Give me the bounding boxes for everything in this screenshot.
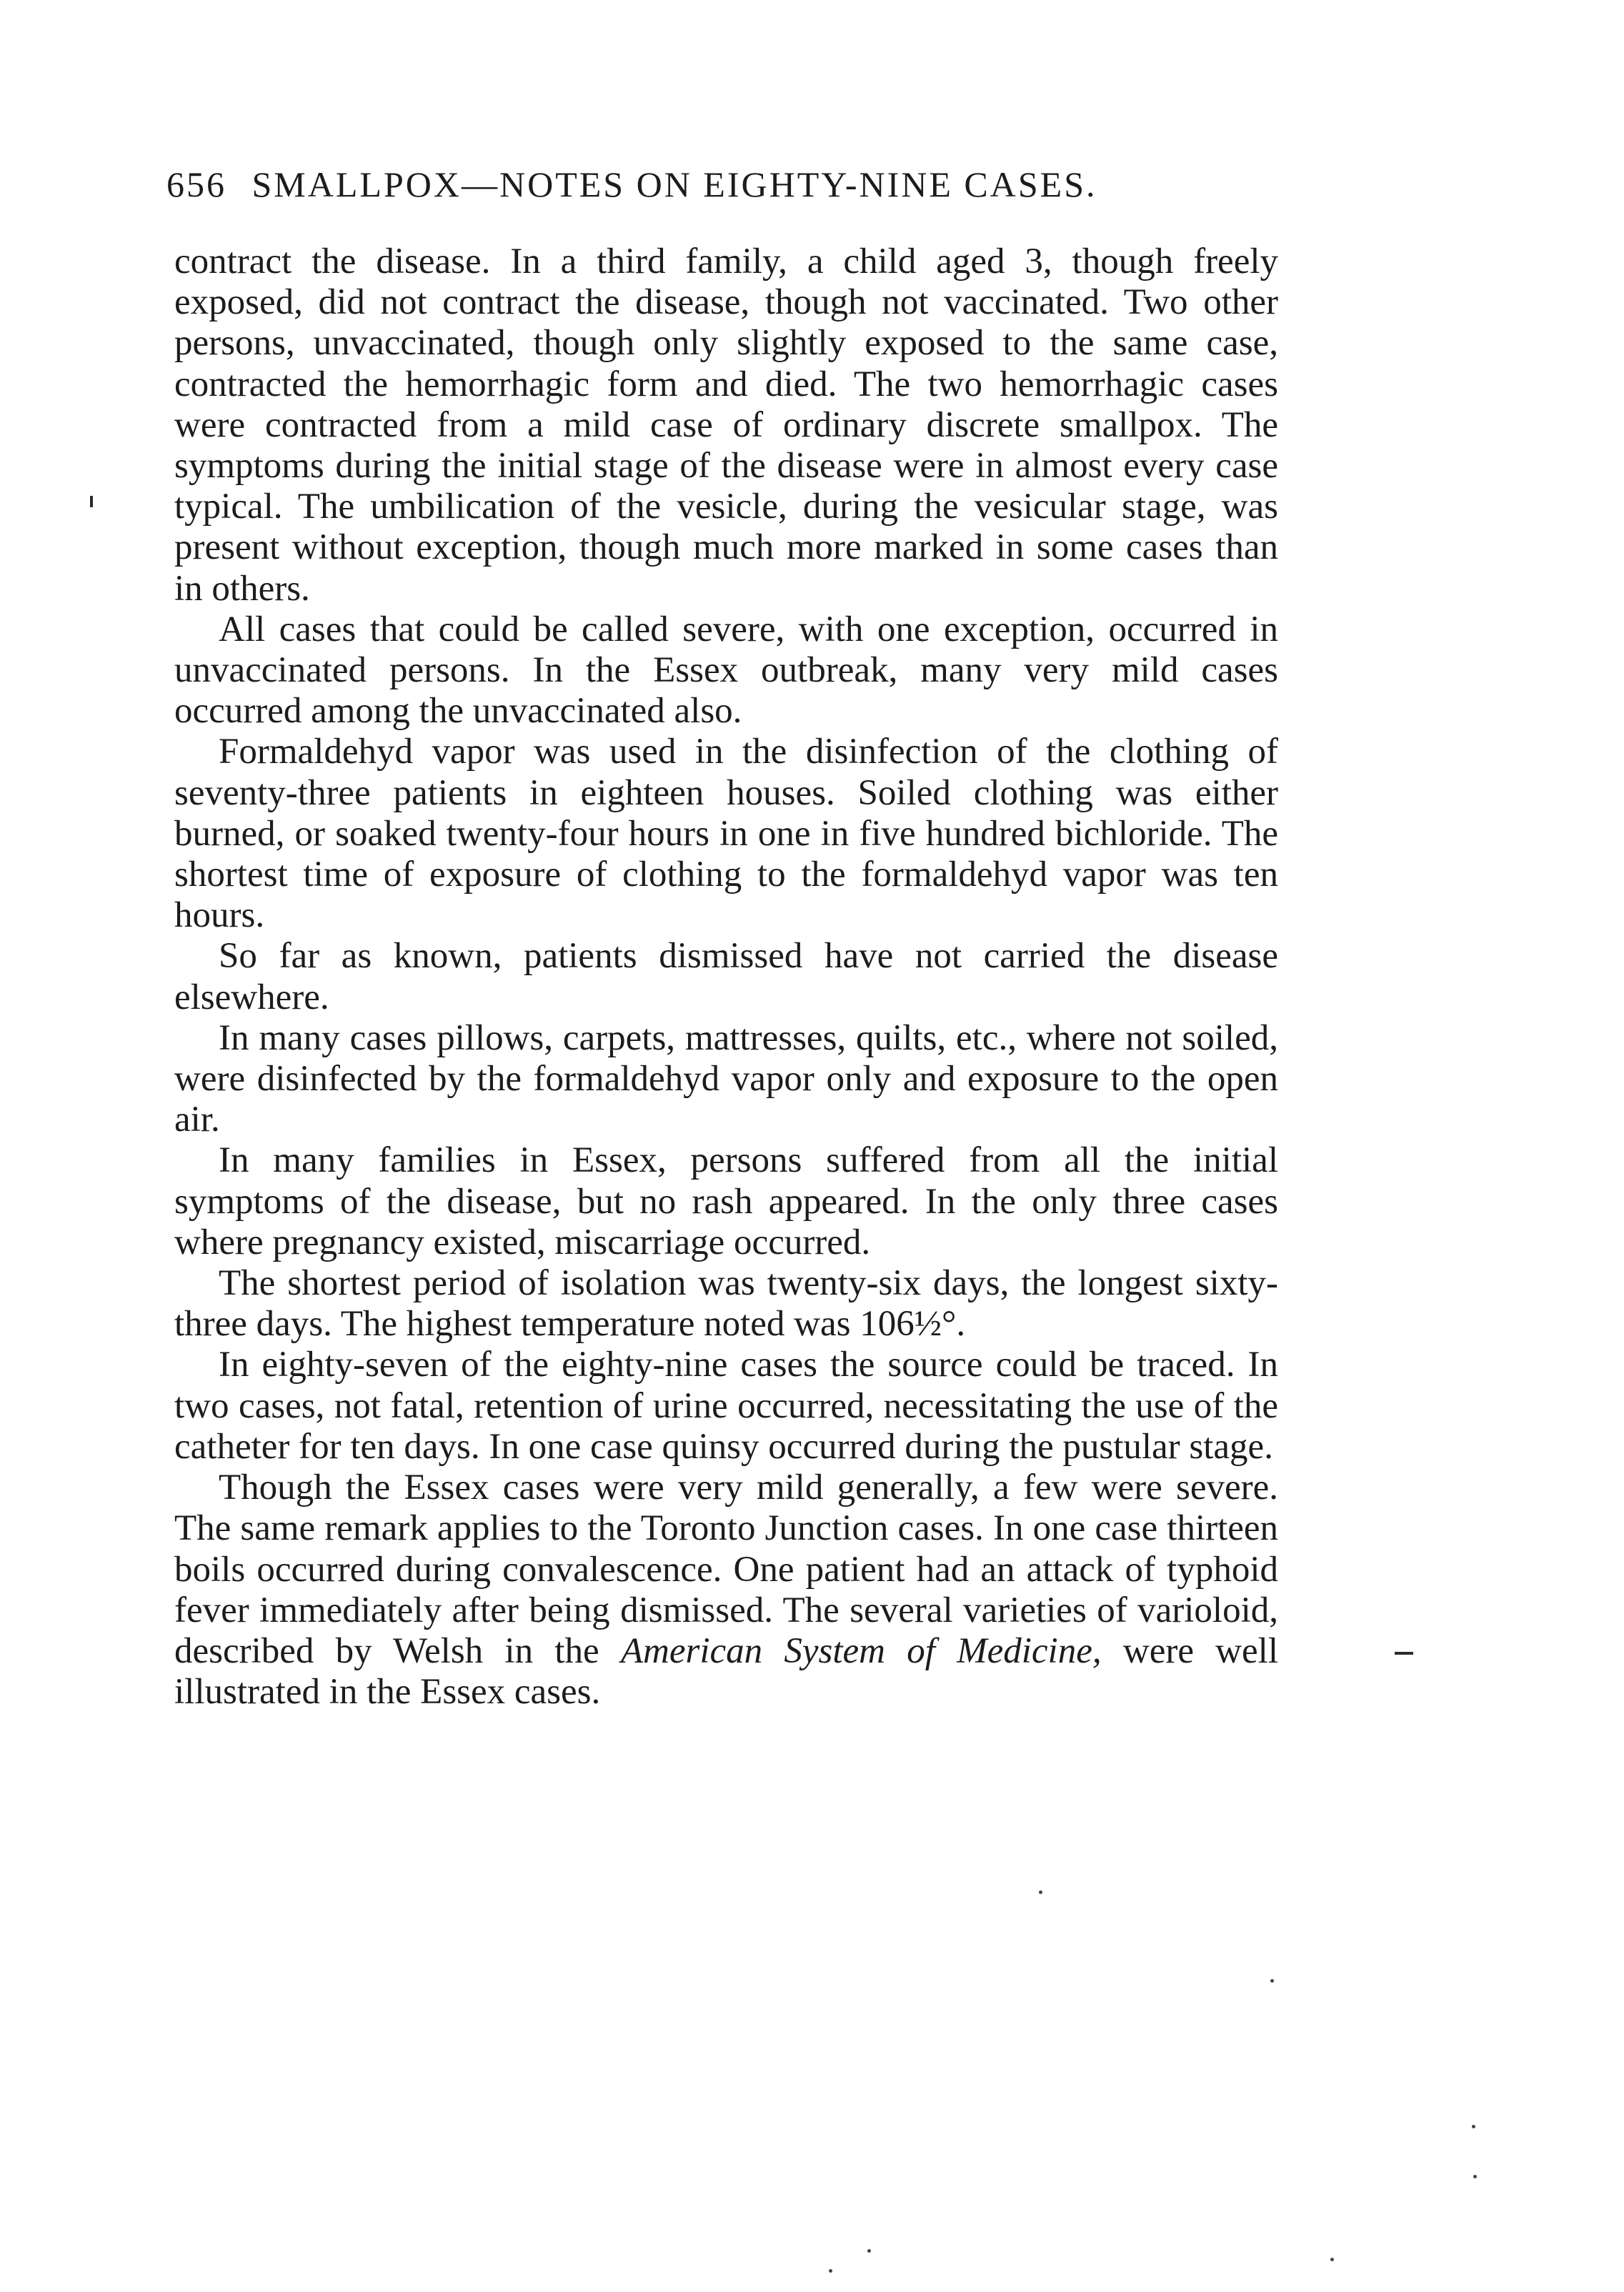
scan-speck: [829, 2269, 832, 2273]
scan-speck: [867, 2249, 871, 2253]
scan-speck: [1330, 2258, 1334, 2261]
page-number: 656: [166, 164, 226, 204]
paragraph-disinfection: Formaldehyd vapor was used in the disinfection of the clothing of seventy-three patients in eighteen houses. Soiled clothing was either burned, or soaked twenty-four hours in one in five hundred bichloride. The shortest time of exposure of clothing to the formaldehyd vapor was ten hours.: [174, 732, 1278, 936]
scan-speck: [1473, 2175, 1477, 2178]
paragraph-text-a: Though the Essex cases were very mild generally, a few were severe. The same remark applies to the Toronto Junction cases. In one case thirteen boils occurred during convalescence. One patient had an attack of typhoid fever immediately after being dismissed. The several varieties of varioloid, described by Welsh in the: [174, 1468, 1278, 1671]
paragraph-text-b: were well illustrated in the Essex cases.: [174, 1630, 1278, 1713]
margin-tick: [90, 496, 93, 507]
scan-speck: [1270, 1979, 1274, 1983]
paragraph-bedding: In many cases pillows, carpets, mattresses, quilts, etc., where not soiled, were disinfected by the formaldehyd vapor only and exposure to the open air.: [174, 1017, 1278, 1140]
running-title: SMALLPOX—NOTES ON EIGHTY-NINE CASES.: [251, 164, 1097, 204]
running-head: [166, 163, 1281, 206]
paragraph-isolation: The shortest period of isolation was twenty-six days, the longest sixty-three days. The highest temperature noted was 106½°.: [174, 1263, 1278, 1345]
body-text: [174, 241, 1278, 1713]
scan-speck: [1039, 1890, 1042, 1894]
paragraph-severe-cases: All cases that could be called severe, with one exception, occurred in unvaccinated persons. In the Essex outbreak, many very mild cases occurred among the unvaccinated also.: [174, 609, 1278, 732]
book-title: American System of Medicine,: [620, 1630, 1102, 1671]
paragraph-continued: contract the disease. In a third family, a child aged 3, though freely exposed, did not contract the disease, though not vaccinated. Two other persons, unvaccinated, though only slightly exposed to the same case, contracted the hemorrhagic form and died. The two hemorrhagic cases were contracted from a mild case of ordinary discrete smallpox. The symptoms during the initial stage of the disease were in almost every case typical. The umbilication of the vesicle, during the vesicular stage, was present without exception, though much more marked in some cases than in others.: [174, 241, 1278, 609]
paragraph-essex-symptoms: In many families in Essex, persons suffered from all the initial symptoms of the disease, but no rash appeared. In the only three cases where pregnancy existed, miscarriage occurred.: [174, 1140, 1278, 1262]
margin-dash: [1395, 1652, 1413, 1655]
paragraph-source: In eighty-seven of the eighty-nine cases the source could be traced. In two cases, not fatal, retention of urine occurred, necessitating the use of the catheter for ten days. In one case quinsy occurred during the pustular stage.: [174, 1345, 1278, 1467]
paragraph-dismissed-patients: So far as known, patients dismissed have not carried the disease elsewhere.: [174, 936, 1278, 1017]
scan-speck: [1472, 2125, 1475, 2128]
paragraph-toronto-cases: [174, 1468, 1278, 1713]
